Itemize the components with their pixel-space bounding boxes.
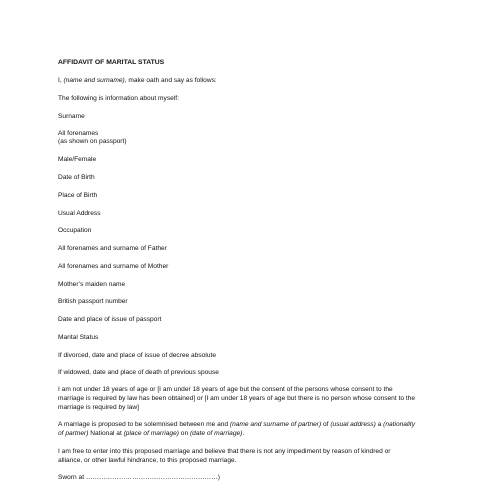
field-dob: Date of Birth (58, 174, 95, 181)
field-passport-number: British passport number (58, 298, 128, 305)
marriage-text: National at (88, 430, 124, 437)
intro-suffix: , make oath and say as follows: (124, 77, 217, 84)
age-clause-line-1: I am not under 18 years of age or [I am under 18 years of age but the consent of the persons whose consent to the (58, 386, 393, 393)
place-of-marriage-placeholder: (place of marriage) (123, 430, 179, 437)
field-divorced: If divorced, date and place of issue of decree absolute (58, 352, 216, 359)
age-clause-line-3: marriage is required by law] (58, 404, 139, 411)
field-passport-issue: Date and place of issue of passport (58, 316, 162, 323)
sworn-at-line: Sworn at ……………………………………………………) (58, 474, 220, 481)
field-forenames-note: (as shown on passport) (58, 138, 127, 145)
intro-name-placeholder: (name and surname) (63, 77, 125, 84)
field-forenames: All forenames (58, 130, 99, 137)
impediment-clause-line-2: alliance, or other lawful hindrance, to this proposed marriage. (58, 457, 237, 464)
nationality-placeholder: (nationality (383, 421, 416, 428)
marriage-text: of (321, 421, 331, 428)
field-pob: Place of Birth (58, 192, 98, 199)
field-marital-status: Marital Status (58, 334, 99, 341)
marriage-text: on (178, 430, 190, 437)
info-heading: The following is information about myself: (58, 95, 179, 102)
marriage-text: a (375, 421, 384, 428)
document-title: AFFIDAVIT OF MARITAL STATUS (58, 59, 165, 66)
field-father: All forenames and surname of Father (58, 245, 167, 252)
field-address: Usual Address (58, 210, 101, 217)
field-widowed: If widowed, date and place of death of previous spouse (58, 369, 219, 376)
field-surname: Surname (58, 113, 85, 120)
marriage-text: . (242, 430, 245, 437)
marriage-text: A marriage is proposed to be solemnised between me and (58, 421, 230, 428)
field-mother: All forenames and surname of Mother (58, 263, 169, 270)
field-sex: Male/Female (58, 156, 97, 163)
usual-address-placeholder: (usual address) (330, 421, 376, 428)
intro-line (58, 77, 217, 85)
intro-prefix: I, (58, 77, 64, 84)
impediment-clause-line-1: I am free to enter into this proposed marriage and believe that there is not any impediment by reason of kindred or (58, 448, 391, 455)
field-occupation: Occupation (58, 227, 92, 234)
marriage-clause-line-2 (58, 430, 244, 438)
marriage-clause-line-1 (58, 421, 415, 429)
age-clause-line-2: marriage is required by law has been obtained] or [I am under 18 years of age but there is no person whose consent to the (58, 395, 416, 402)
partner-name-placeholder: (name and surname of partner) (229, 421, 322, 428)
field-mother-maiden: Mother’s maiden name (58, 281, 126, 288)
nationality-placeholder-cont: of partner) (58, 430, 89, 437)
date-of-marriage-placeholder: (date of marriage) (189, 430, 243, 437)
